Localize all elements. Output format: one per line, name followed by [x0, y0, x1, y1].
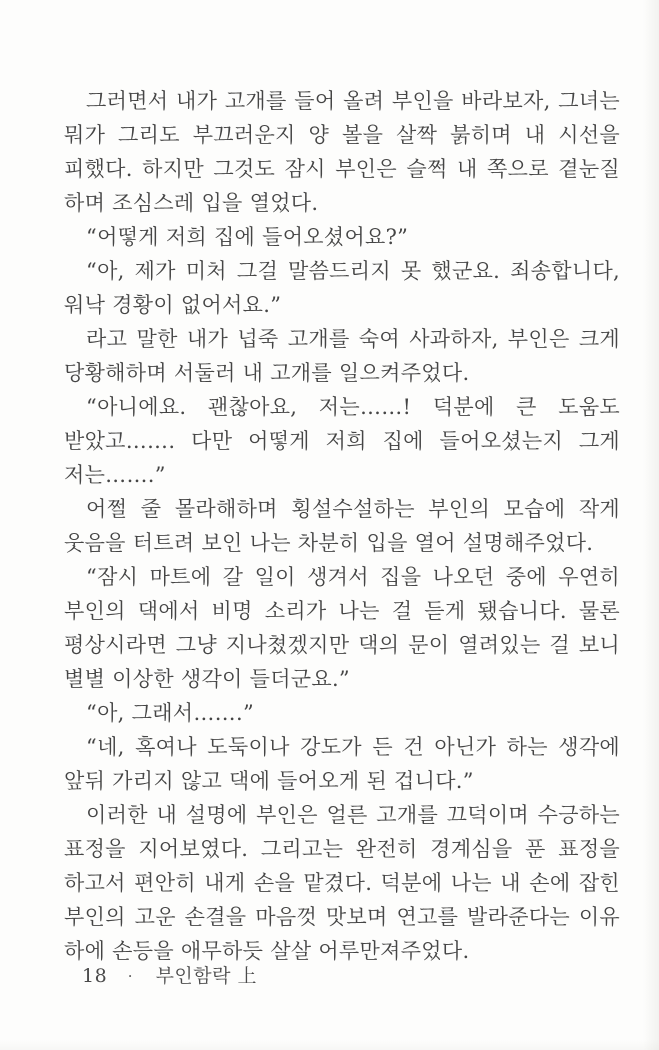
paragraph-narration: 라고 말한 내가 넙죽 고개를 숙여 사과하자, 부인은 크게 당황해하며 서둘러 내 고개를 일으켜주었다.	[64, 327, 620, 385]
page-text-block	[64, 84, 620, 968]
paragraph-dialogue: “어떻게 저희 집에 들어오셨어요?”	[86, 225, 409, 249]
paragraph-narration: 이러한 내 설명에 부인은 얼른 고개를 끄덕이며 수긍하는 표정을 지어보였다. 그리고는 완전히 경계심을 푼 표정을 하고서 편안히 내게 손을 맡겼다. 덕분에 나는 내 손에 잡힌 부인의 고운 손결을 마음껏 맛보며 연고를 발라준다는 이유 하에 손등을 애무하듯 살살 어루만져주었다.	[64, 803, 620, 963]
paragraph-dialogue: “아, 그래서…….”	[86, 701, 254, 725]
scan-edge-shade-bottom	[0, 1040, 659, 1050]
paragraph-dialogue: “네, 혹여나 도둑이나 강도가 든 건 아닌가 하는 생각에 앞뒤 가리지 않고 댁에 들어오게 된 겁니다.”	[64, 735, 620, 793]
page-footer	[82, 961, 257, 988]
paragraph-narration: 어쩔 줄 몰라해하며 횡설수설하는 부인의 모습에 작게 웃음을 터트려 보인 나는 차분히 입을 열어 설명해주었다.	[64, 497, 620, 555]
page-number: 18	[82, 965, 108, 987]
paragraph-dialogue: “아, 제가 미처 그걸 말씀드리지 못 했군요. 죄송합니다, 워낙 경황이 없어서요.”	[64, 259, 620, 317]
book-title: 부인함락 上	[155, 965, 258, 987]
paragraph-dialogue: “아니에요. 괜찮아요, 저는……! 덕분에 큰 도움도 받았고……. 다만 어떻게 저희 집에 들어오셨는지 그게 저는…….”	[64, 395, 620, 487]
paragraph-narration: 그러면서 내가 고개를 들어 올려 부인을 바라보자, 그녀는 뭐가 그리도 부끄러운지 양 볼을 살짝 붉히며 내 시선을 피했다. 하지만 그것도 잠시 부인은 슬쩍 내 쪽으로 곁눈질 하며 조심스레 입을 열었다.	[64, 89, 620, 215]
paragraph-dialogue: “잠시 마트에 갈 일이 생겨서 집을 나오던 중에 우연히 부인의 댁에서 비명 소리가 나는 걸 듣게 됐습니다. 물론 평상시라면 그냥 지나쳤겠지만 댁의 문이 열려있는 걸 보니 별별 이상한 생각이 들더군요.”	[64, 565, 620, 691]
scan-edge-shade-right	[643, 0, 659, 1050]
footer-separator-dot: ·	[127, 967, 134, 985]
